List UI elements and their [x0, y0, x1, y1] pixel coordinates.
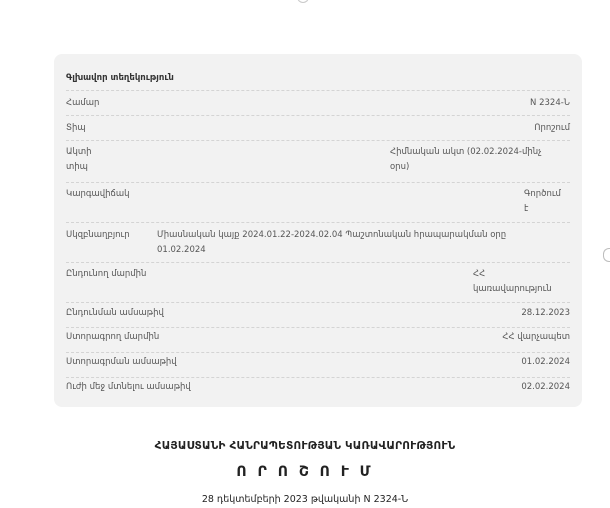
card-title: Գլխավոր տեղեկություն: [66, 73, 174, 83]
row-adoption-date-label: Ընդունման ամսաթիվ: [66, 308, 164, 318]
decision-date-line: 28 դեկտեմբերի 2023 թվականի N 2324-Ն: [201, 494, 409, 505]
row-source-value: Միասնական կայք 2024.01.22-2024.02.04 Պաշտոնական հրապարակման օրը 01.02.2024: [157, 230, 507, 255]
row-source: [66, 222, 570, 263]
row-act-type: [66, 140, 570, 183]
row-adoption-date-value: 28.12.2023: [521, 308, 570, 318]
side-handle-icon: [603, 248, 610, 262]
row-status: [66, 182, 570, 223]
decision-heading: Ո Ր Ո Շ Ո Ւ Մ: [236, 464, 374, 480]
row-status-value: Գործում է: [524, 189, 561, 214]
row-signing-body-label: Ստորագրող մարմին: [66, 332, 160, 342]
row-number-label: Համար: [66, 98, 100, 108]
row-signing-body: [66, 327, 570, 353]
top-handle-icon: [297, 0, 309, 3]
row-type: [66, 115, 570, 141]
row-signing-date-value: 01.02.2024: [521, 357, 570, 367]
row-number-value: N 2324-Ն: [530, 98, 570, 108]
info-card: [54, 54, 582, 407]
row-type-value: Որոշում: [534, 123, 570, 133]
row-adopting-body-value: ՀՀ կառավարություն: [473, 269, 552, 294]
row-source-label: Սկզբնաղբյուր: [66, 230, 130, 240]
row-act-type-value: Հիմնական ակտ (02.02.2024-մինչ օրս): [390, 147, 542, 172]
row-signing-body-value: ՀՀ վարչապետ: [502, 332, 570, 342]
row-number: [66, 90, 570, 116]
row-entry-into-force-label: Ուժի մեջ մտնելու ամսաթիվ: [66, 382, 191, 392]
row-status-label: Կարգավիճակ: [66, 189, 130, 199]
row-signing-date: [66, 352, 570, 378]
row-entry-into-force: [66, 377, 570, 403]
row-act-type-label: Ակտի տիպ: [66, 147, 92, 172]
row-type-label: Տիպ: [66, 123, 86, 133]
row-signing-date-label: Ստորագրման ամսաթիվ: [66, 357, 177, 367]
row-adoption-date: [66, 302, 570, 328]
row-adopting-body-label: Ընդունող մարմին: [66, 269, 147, 279]
row-entry-into-force-value: 02.02.2024: [521, 382, 570, 392]
government-heading: ՀԱՅԱՍՏԱՆԻ ՀԱՆՐԱՊԵՏՈՒԹՅԱՆ ԿԱՌԱՎԱՐՈՒԹՅՈՒՆ: [154, 440, 456, 452]
row-adopting-body: [66, 262, 570, 303]
